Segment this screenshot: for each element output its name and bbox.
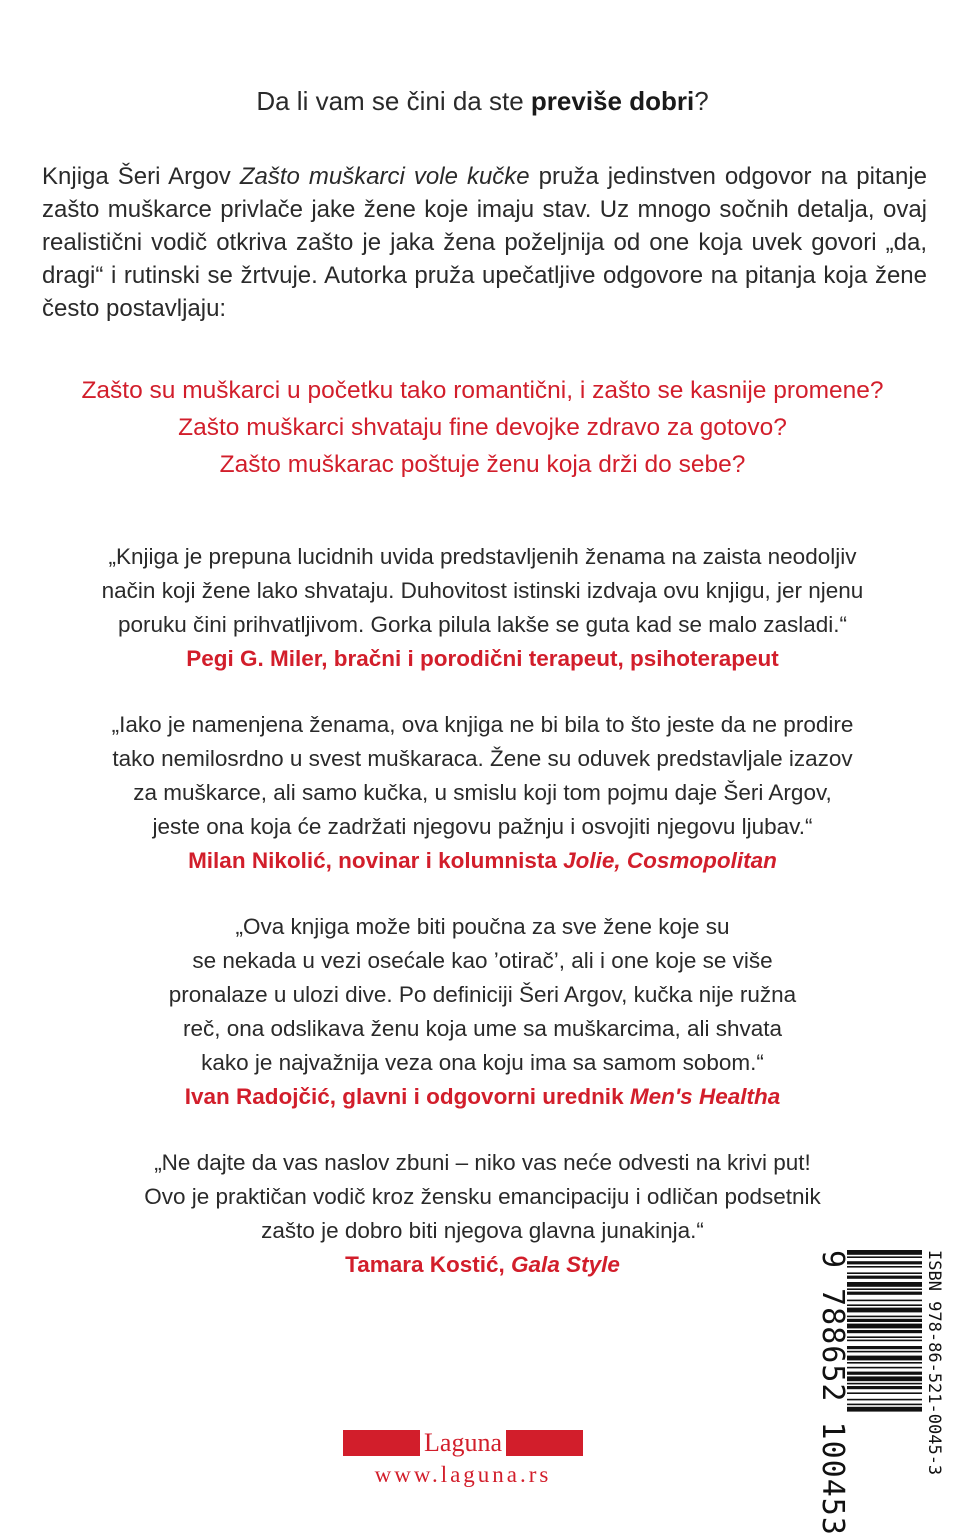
publisher-name: Laguna bbox=[420, 1428, 506, 1458]
barcode-number: 9 788652 100453 bbox=[815, 1250, 850, 1536]
headline-emphasis: previše dobri bbox=[530, 86, 695, 116]
attribution-publication: Men's Healtha bbox=[629, 1084, 781, 1109]
barcode-bar bbox=[847, 1356, 922, 1361]
isbn-label bbox=[924, 1250, 944, 1522]
barcode-bar bbox=[847, 1316, 922, 1318]
barcode-bar bbox=[847, 1319, 922, 1322]
logo-stripe bbox=[343, 1430, 420, 1456]
barcode-bar bbox=[847, 1288, 922, 1290]
isbn-text: ISBN 978-86-521-0045-3 bbox=[924, 1250, 944, 1476]
question-item: Zašto su muškarci u početku tako romantični, i zašto se kasnije promene? bbox=[81, 377, 884, 404]
quote-line: poruku čini prihvatljivom. Gorka pilula lakše se guta kad se malo zasladi.“ bbox=[117, 612, 848, 637]
publisher-url: www.laguna.rs bbox=[374, 1462, 552, 1487]
question-item: Zašto muškarac poštuje ženu koja drži do sebe? bbox=[219, 451, 746, 478]
barcode-bar bbox=[847, 1386, 922, 1389]
quote-line: kako je najvažnija veza ona koju ima sa samom sobom.“ bbox=[201, 1050, 764, 1075]
barcode-bar bbox=[847, 1346, 922, 1349]
barcode-bar bbox=[847, 1376, 922, 1381]
barcode-bar bbox=[847, 1340, 922, 1342]
barcode-bar bbox=[847, 1336, 922, 1338]
quote-line: način koji žene lako shvataju. Duhovitost istinski izdvaja ovu knjigu, jer njenu bbox=[101, 578, 864, 603]
barcode-bar bbox=[847, 1261, 922, 1264]
headline-text: Da li vam se čini da ste bbox=[256, 86, 531, 116]
quote-line: „Knjiga je prepuna lucidnih uvida predstavljenih ženama na zaista neodoljiv bbox=[108, 544, 857, 569]
review-quote bbox=[40, 540, 925, 676]
barcode-bar bbox=[847, 1404, 922, 1406]
attribution-publication: Jolie, Cosmopolitan bbox=[563, 848, 777, 873]
question-item: Zašto muškarci shvataju fine devojke zdravo za gotovo? bbox=[178, 414, 787, 441]
barcode-bar bbox=[847, 1372, 922, 1375]
attribution-publication: Gala Style bbox=[511, 1252, 620, 1277]
barcode-bar bbox=[847, 1300, 922, 1302]
attribution-text: Pegi G. Miler, bračni i porodični terapeut, psihoterapeut bbox=[186, 646, 779, 671]
publisher-logo bbox=[343, 1428, 583, 1488]
quote-line: „Ne dajte da vas naslov zbuni – niko vas neće odvesti na krivi put! bbox=[154, 1150, 811, 1175]
quote-line: za muškarce, ali samo kučka, u smislu koji tom pojmu daje Šeri Argov, bbox=[133, 780, 832, 805]
questions-list bbox=[0, 372, 965, 483]
barcode-bar bbox=[847, 1308, 922, 1313]
quote-attribution bbox=[40, 1080, 925, 1114]
quote-attribution bbox=[40, 1248, 925, 1282]
quote-line: reč, ona odslikava ženu koja ume sa muškarcima, ali shvata bbox=[182, 1016, 783, 1041]
quote-line: zašto je dobro biti njegova glavna junakinja.“ bbox=[261, 1218, 704, 1243]
barcode-bar bbox=[847, 1304, 922, 1306]
quote-line: tako nemilosrdno u svest muškaraca. Žene su oduvek predstavljale izazov bbox=[112, 746, 853, 771]
barcode-bar bbox=[847, 1276, 922, 1279]
barcode-bar bbox=[847, 1407, 922, 1412]
intro-text-rest: pruža jedinstven odgovor na pitanje zašto muškarce privlače jake žene koje imaju stav. Uz mnogo sočnih detalja, ovaj realistični vodič otkriva zašto je jaka žena poželjnija od one koja uvek govori „da, dragi“ i rutinski se žrtvuje. Autorka pruža upečatljive odgovore na pitanja koja žene često postavljaju: bbox=[42, 163, 928, 322]
quote-line: Ovo je praktičan vodič kroz žensku emancipaciju i odličan podsetnik bbox=[144, 1184, 821, 1209]
headline-suffix: ? bbox=[694, 86, 709, 116]
quote-attribution bbox=[40, 642, 925, 676]
barcode-bar bbox=[847, 1362, 922, 1364]
quote-line: se nekada u vezi osećale kao ’otirač’, ali i one koje se više bbox=[192, 948, 773, 973]
review-quote bbox=[40, 708, 925, 878]
attribution-text: Ivan Radojčić, glavni i odgovorni urednik bbox=[184, 1084, 630, 1109]
quote-line: pronalaze u ulozi dive. Po definiciji Šeri Argov, kučka nije ružna bbox=[168, 982, 797, 1007]
barcode-bar bbox=[847, 1367, 922, 1369]
barcode-bar bbox=[847, 1383, 922, 1385]
barcode-bar bbox=[847, 1266, 922, 1268]
review-quote bbox=[40, 910, 925, 1114]
intro-paragraph bbox=[42, 160, 927, 325]
review-quote bbox=[40, 1146, 925, 1282]
quote-attribution bbox=[40, 844, 925, 878]
intro-text-start: Knjiga Šeri Argov bbox=[42, 163, 240, 190]
quote-line: jeste ona koja će zadržati njegovu pažnju i osvojiti njegovu ljubav.“ bbox=[152, 814, 813, 839]
headline bbox=[0, 86, 965, 117]
publisher-logo-bar bbox=[343, 1428, 583, 1458]
attribution-text: Tamara Kostić, bbox=[345, 1252, 512, 1277]
barcode-bar bbox=[847, 1256, 922, 1258]
logo-stripe bbox=[506, 1430, 583, 1456]
barcode-bar bbox=[847, 1399, 922, 1401]
barcode-bar bbox=[847, 1282, 922, 1287]
barcode-bar bbox=[847, 1250, 922, 1255]
quote-line: „Ova knjiga može biti poučna za sve žene koje su bbox=[235, 914, 730, 939]
barcode-bar bbox=[847, 1272, 922, 1274]
book-title: Zašto muškarci vole kučke bbox=[239, 163, 530, 190]
attribution-text: Milan Nikolić, novinar i kolumnista bbox=[188, 848, 564, 873]
barcode-bar bbox=[847, 1351, 922, 1353]
barcode-bar bbox=[847, 1292, 922, 1295]
barcode-bar bbox=[847, 1392, 922, 1394]
barcode-bar bbox=[847, 1330, 922, 1333]
quote-line: „Iako je namenjena ženama, ova knjiga ne bi bila to što jeste da ne prodire bbox=[111, 712, 854, 737]
barcode-bar bbox=[847, 1324, 922, 1329]
